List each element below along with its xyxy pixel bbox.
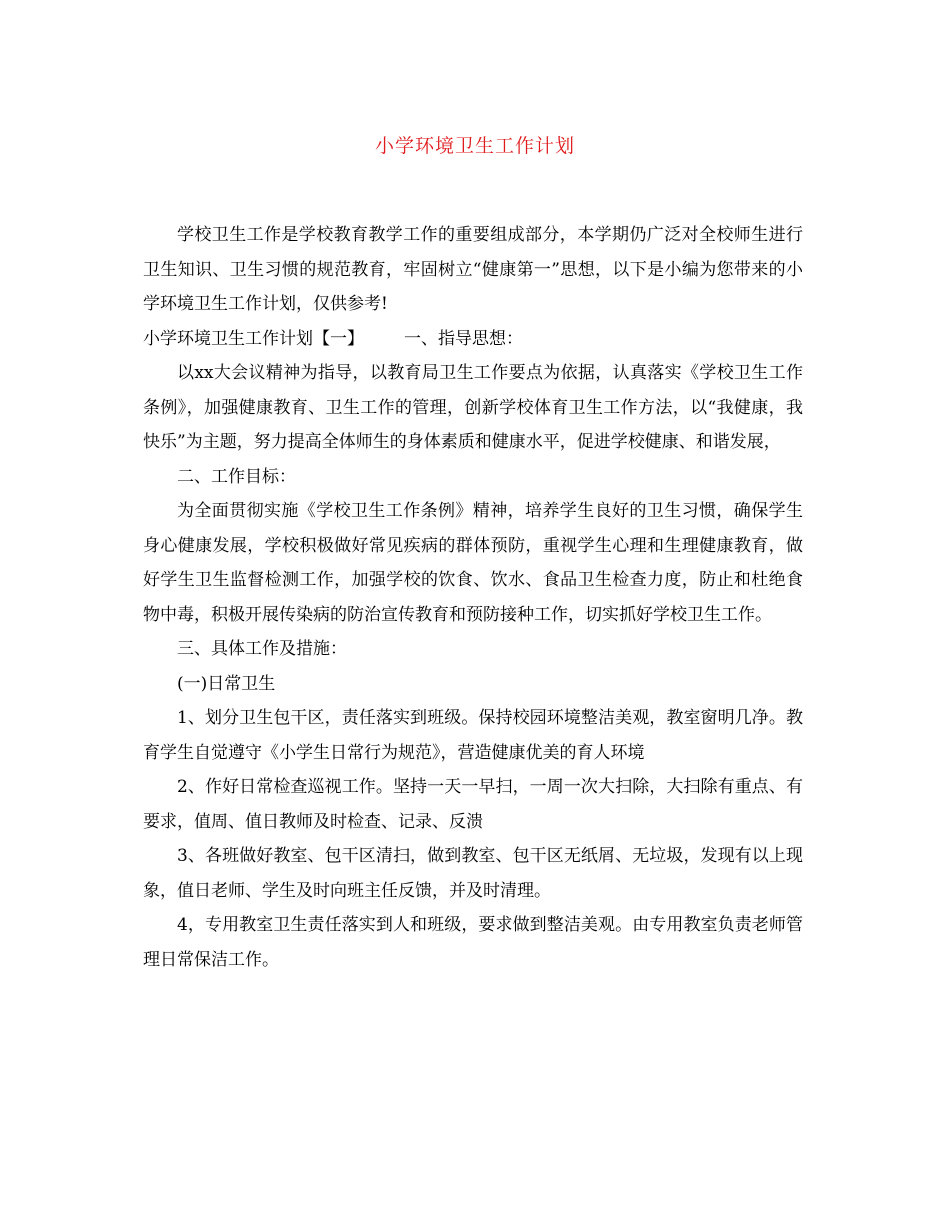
section1-heading: 一、指导思想：: [404, 328, 523, 349]
list-item: 2、作好日常检查巡视工作。坚持一天一早扫，一周一次大扫除，大扫除有重点、有要求，值周、值日教师及时检查、记录、反溃: [143, 777, 803, 832]
document-body: [143, 218, 803, 977]
plan-heading: 小学环境卫生工作计划【一】: [143, 328, 364, 349]
intro-paragraph: 学校卫生工作是学校教育教学工作的重要组成部分，本学期仍广泛对全校师生进行卫生知识、卫生习惯的规范教育，牢固树立“健康第一”思想，以下是小编为您带来的小学环境卫生工作计划，仅供参考!: [143, 225, 803, 314]
plan-heading-line: [143, 322, 803, 357]
list-item: 1、划分卫生包干区，责任落实到班级。保持校园环境整洁美观，教室窗明几净。教育学生自觉遵守《小学生日常行为规范》，营造健康优美的育人环境: [143, 708, 803, 763]
section3-heading: 三、具体工作及措施：: [177, 639, 347, 659]
section2-paragraph: 为全面贯彻实施《学校卫生工作条例》精神，培养学生良好的卫生习惯，确保学生身心健康发展，学校积极做好常见疾病的群体预防，重视学生心理和生理健康教育，做好学生卫生监督检测工作，加强学校的饮食、饮水、食品卫生检查力度，防止和杜绝食物中毒，积极开展传染病的防治宣传教育和预防接种工作，切实抓好学校卫生工作。: [143, 501, 803, 625]
section2-heading: 二、工作目标：: [177, 466, 296, 487]
list-item: 3、各班做好教室、包干区清扫，做到教室、包干区无纸屑、无垃圾，发现有以上现象，值日老师、学生及时向班主任反馈，并及时清理。: [143, 846, 803, 901]
section1-paragraph: 以xx大会议精神为指导，以教育局卫生工作要点为依据，认真落实《学校卫生工作条例》，加强健康教育、卫生工作的管理，创新学校体育卫生工作方法，以“我健康，我快乐”为主题，努力提高全体师生的身体素质和健康水平，促进学校健康、和谐发展，: [143, 363, 803, 452]
subsection1-heading: (一)日常卫生: [177, 673, 276, 694]
list-item: 4，专用教室卫生责任落实到人和班级，要求做到整洁美观。由专用教室负责老师管理日常保洁工作。: [143, 915, 803, 970]
document-title: 小学环境卫生工作计划: [374, 135, 575, 157]
